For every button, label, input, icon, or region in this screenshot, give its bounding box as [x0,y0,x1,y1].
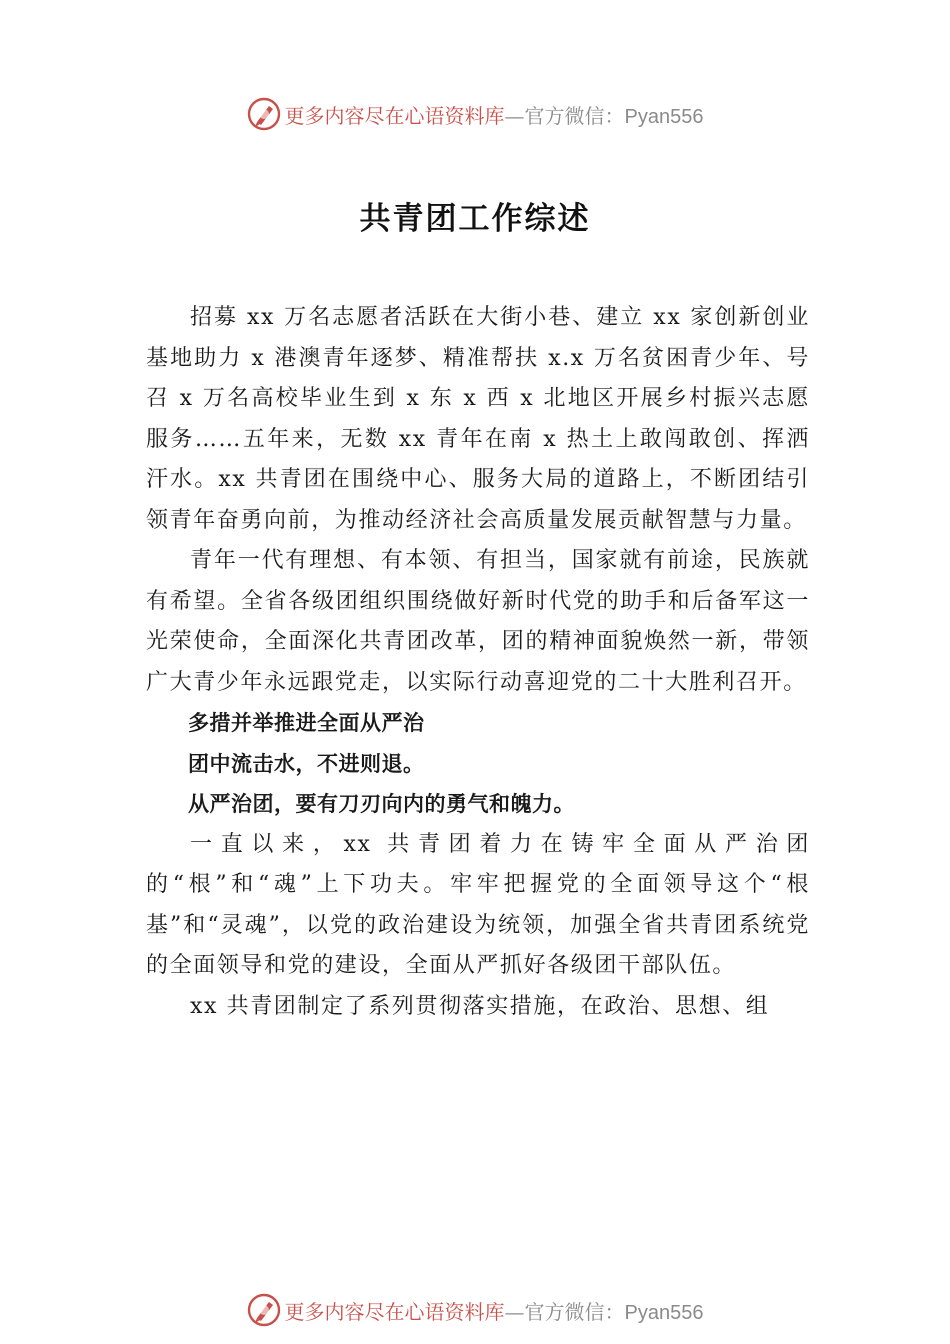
bold-line-2: 从严治团，要有刀刃向内的勇气和魄力。 [188,792,575,816]
document-title: 共青团工作综述 [359,201,591,237]
paragraph-3: 一直以来，xx 共青团着力在铸牢全面从严治团的“根”和“魂”上下功夫。牢牢把握党的全面领导这个“根基”和“灵魂”，以党的政治建设为统领，加强全省共青团系统党的全面领导和党的建设，全面从严抓好各级团干部队伍。 [146,831,810,978]
pen-logo-icon [247,97,281,131]
section-heading: 多措并举推进全面从严治 [188,711,425,735]
paragraph-4: xx 共青团制定了系列贯彻落实措施，在政治、思想、组 [190,993,770,1019]
pen-logo-icon [247,1293,281,1327]
footer-watermark-banner [0,1290,950,1330]
document-body [146,298,810,1027]
bold-line-1: 团中流击水，不进则退。 [188,751,425,776]
paragraph-1: 招募 xx 万名志愿者活跃在大街小巷、建立 xx 家创新创业基地助力 x 港澳青年逐梦、精准帮扶 x.x 万名贫困青少年、号召 x 万名高校毕业生到 x 东 x 西 x 北地区开展乡村振兴志愿服务……五年来，无数 xx 青年在南 x 热土上敢闯敢创、挥洒汗水。xx 共青团在围绕中心、服务大局的道路上，不断团结引领青年奋勇向前，为推动经济社会高质量发展贡献智慧与力量。 [146,305,810,533]
banner-text: 更多内容尽在心语资料库—官方微信：Pyan556 [284,1299,704,1324]
header-watermark-banner [0,94,950,134]
banner-text: 更多内容尽在心语资料库—官方微信：Pyan556 [284,103,704,128]
paragraph-2: 青年一代有理想、有本领、有担当，国家就有前途，民族就有希望。全省各级团组织围绕做好新时代党的助手和后备军这一光荣使命，全面深化共青团改革，团的精神面貌焕然一新，带领广大青少年永远跟党走，以实际行动喜迎党的二十大胜利召开。 [146,548,810,695]
